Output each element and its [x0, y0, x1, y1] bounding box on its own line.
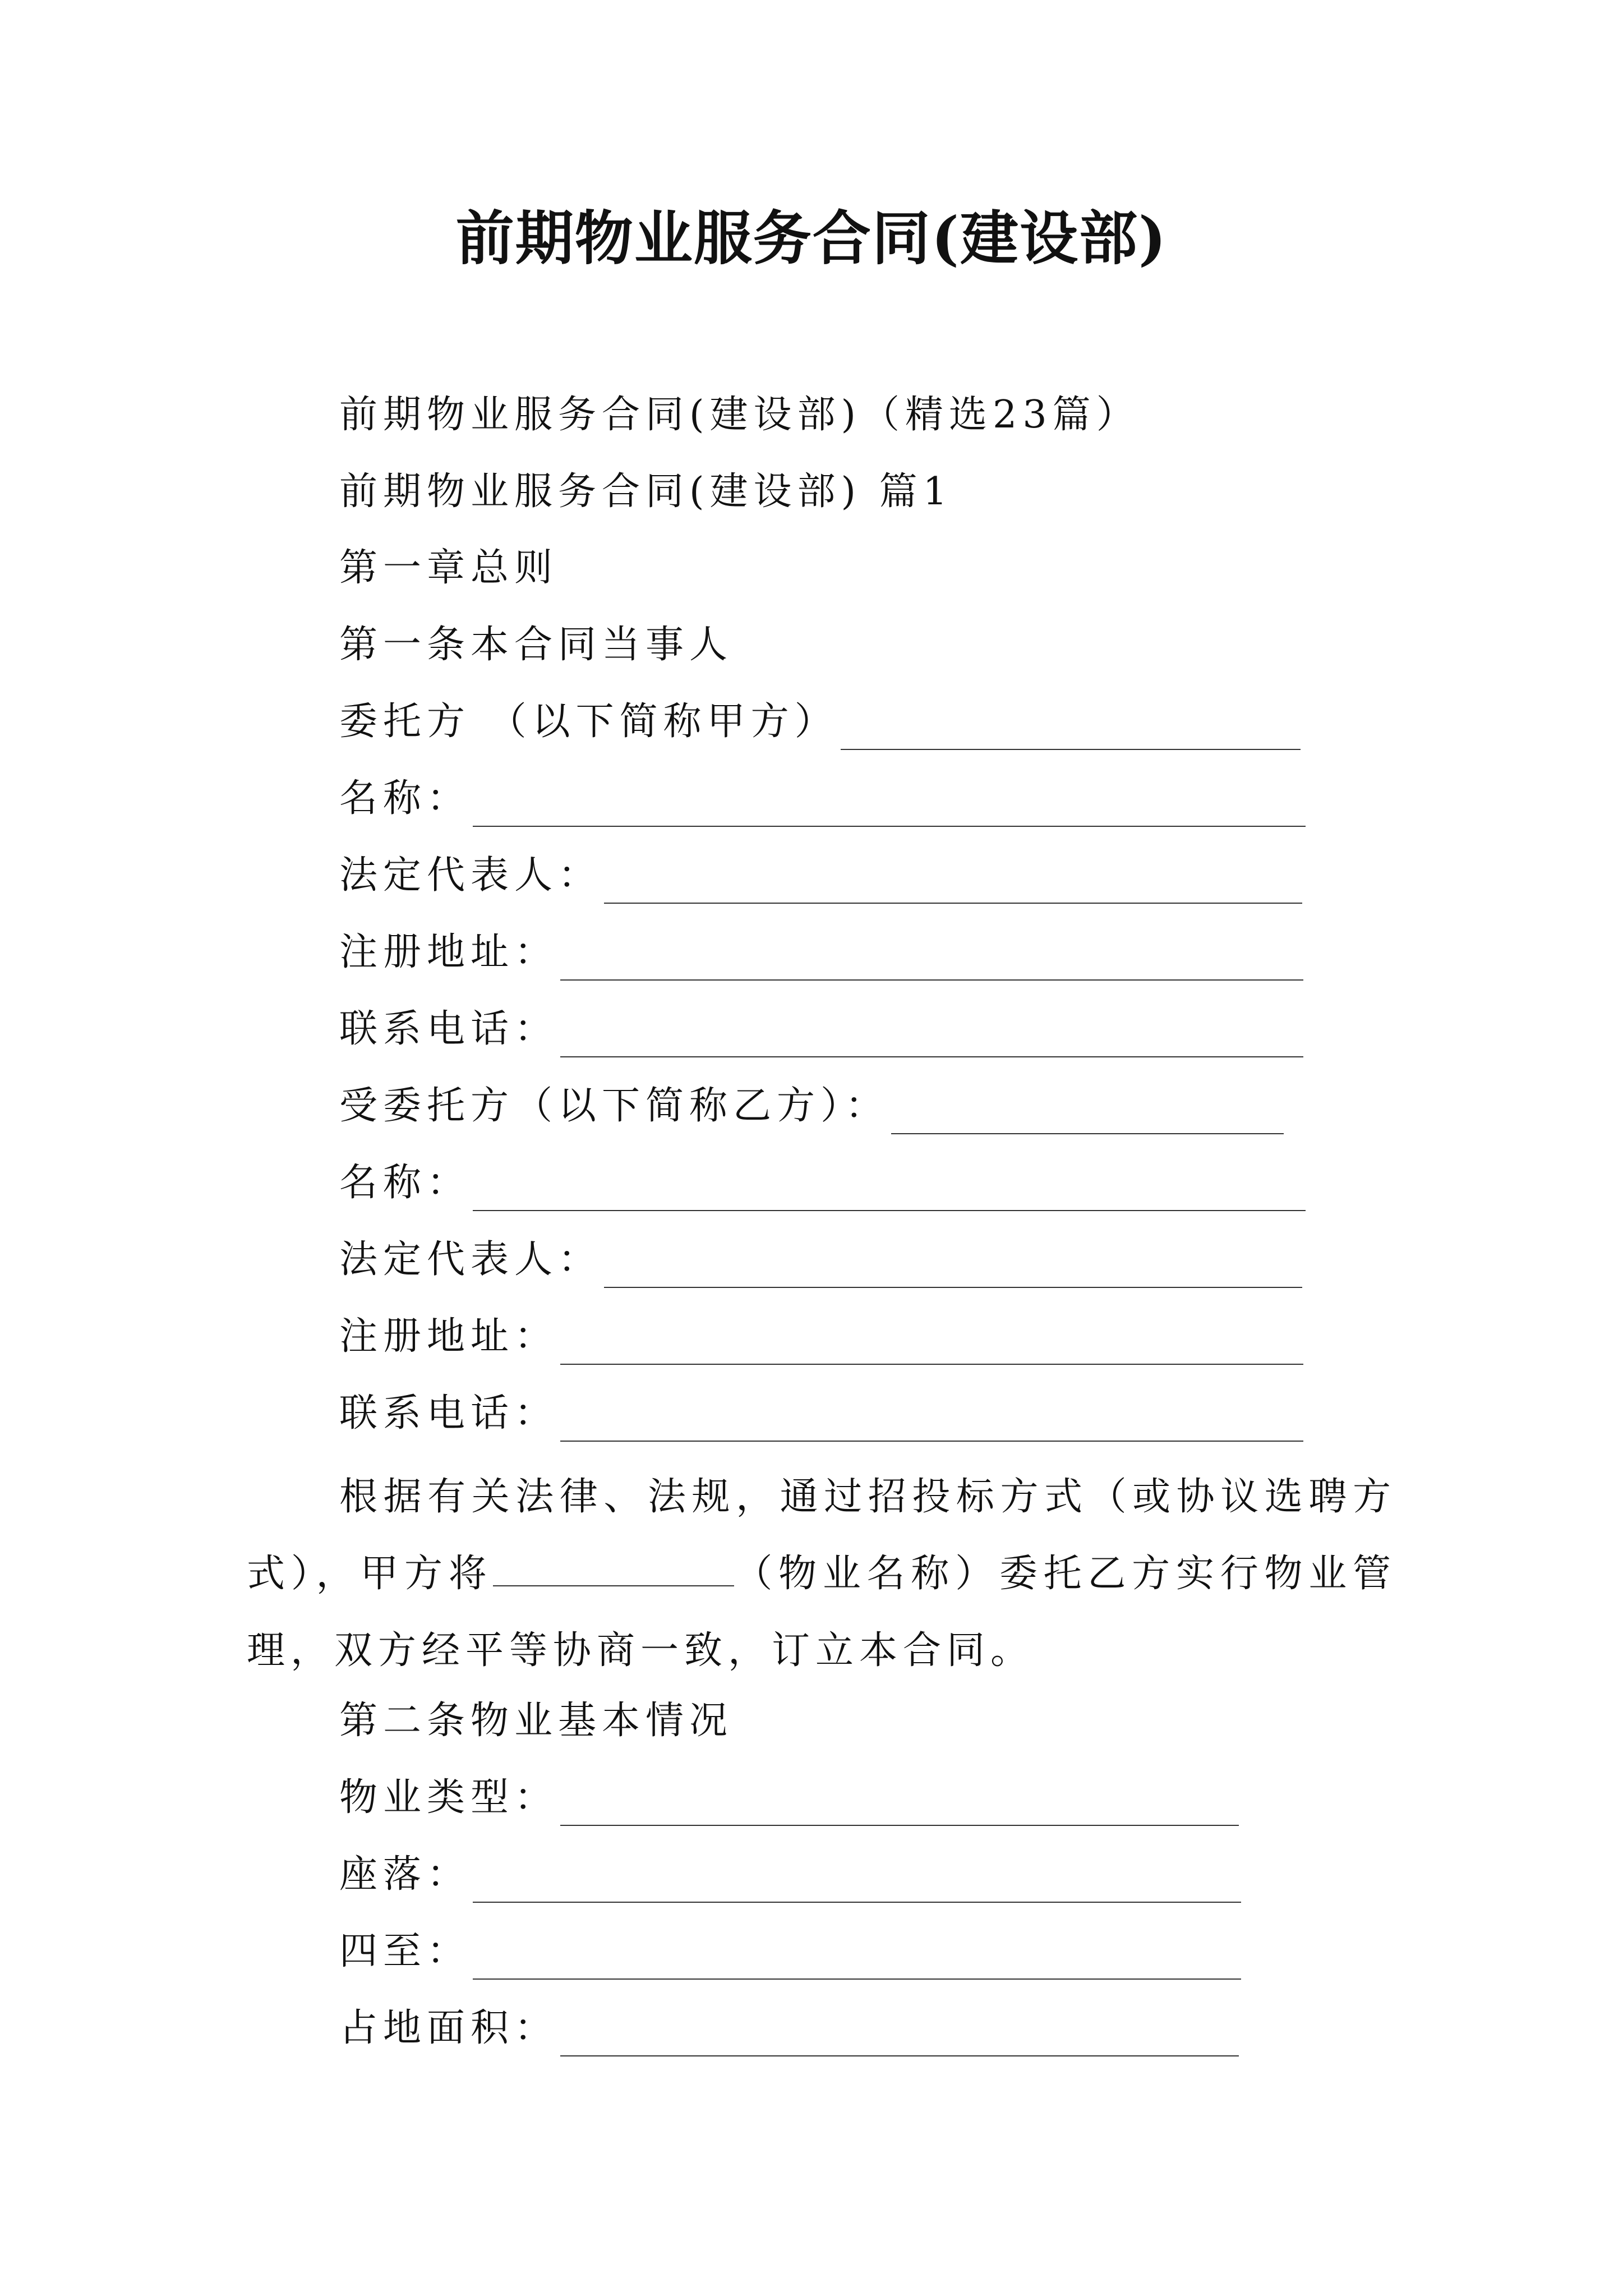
party-a-phone-line — [339, 1001, 1303, 1057]
location-line — [339, 1847, 1241, 1903]
subtitle-text: 前期物业服务合同(建设部)（精选23篇） — [339, 393, 1140, 437]
party-a-phone-label: 联系电话： — [339, 1007, 559, 1051]
part-heading-text: 前期物业服务合同(建设部) 篇1 — [339, 470, 953, 514]
engagement-paragraph — [247, 1458, 1396, 1689]
chapter-heading-text: 第一章总则 — [339, 546, 559, 590]
party-b-header-blank[interactable] — [891, 1091, 1284, 1134]
party-b-name-line — [339, 1155, 1306, 1211]
party-a-rep-label: 法定代表人： — [339, 853, 602, 898]
party-b-header-line — [339, 1078, 1284, 1134]
boundaries-label: 四至： — [339, 1929, 471, 1973]
engagement-paragraph-part1: 根据有关法律、法规，通过招投标方式（或协议选聘方式），甲方将 — [247, 1475, 1396, 1596]
party-b-rep-blank[interactable] — [604, 1244, 1302, 1288]
document-title: 前期物业服务合同(建设部) — [455, 204, 1168, 273]
party-b-phone-line — [339, 1386, 1303, 1442]
party-b-rep-line — [339, 1232, 1302, 1288]
party-a-rep-blank[interactable] — [604, 860, 1302, 904]
property-type-line — [339, 1770, 1239, 1826]
boundaries-blank[interactable] — [473, 1936, 1241, 1980]
property-type-label: 物业类型： — [339, 1775, 559, 1820]
article1-heading-line — [339, 617, 733, 673]
location-blank[interactable] — [473, 1859, 1241, 1903]
party-a-header-blank[interactable] — [841, 706, 1301, 750]
article1-heading-text: 第一条本合同当事人 — [339, 623, 734, 667]
party-b-phone-label: 联系电话： — [339, 1391, 559, 1435]
party-a-name-blank[interactable] — [473, 783, 1306, 827]
party-b-phone-blank[interactable] — [560, 1398, 1303, 1442]
part-heading-line — [339, 464, 953, 520]
party-b-name-blank[interactable] — [473, 1167, 1306, 1211]
party-a-address-line — [339, 924, 1303, 981]
party-a-header-label: 委托方 （以下简称甲方） — [339, 700, 838, 744]
party-b-address-line — [339, 1309, 1303, 1365]
party-a-address-label: 注册地址： — [339, 930, 559, 974]
land-area-line — [339, 2000, 1239, 2056]
party-a-rep-line — [339, 848, 1302, 904]
party-a-name-line — [339, 771, 1306, 827]
chapter-heading-line — [339, 540, 558, 596]
land-area-label: 占地面积： — [339, 2006, 559, 2050]
land-area-blank[interactable] — [560, 2013, 1239, 2056]
party-b-rep-label: 法定代表人： — [339, 1237, 602, 1282]
article2-heading-text: 第二条物业基本情况 — [339, 1699, 734, 1743]
engagement-paragraph-part2: （物业名称）委托乙方实行物业管理，双方经平等协商一致，订立本合同。 — [247, 1552, 1396, 1673]
party-b-address-blank[interactable] — [560, 1321, 1303, 1365]
article2-heading-line — [339, 1693, 733, 1749]
property-name-blank[interactable] — [493, 1552, 734, 1586]
property-type-blank[interactable] — [560, 1782, 1239, 1826]
party-b-address-label: 注册地址： — [339, 1314, 559, 1359]
party-a-header-line — [339, 694, 1301, 750]
party-a-phone-blank[interactable] — [560, 1014, 1303, 1057]
party-b-header-label: 受委托方（以下简称乙方）： — [339, 1084, 889, 1128]
party-a-address-blank[interactable] — [560, 937, 1303, 981]
location-label: 座落： — [339, 1852, 471, 1897]
boundaries-line — [339, 1924, 1241, 1980]
party-a-name-label: 名称： — [339, 776, 471, 821]
subtitle-line — [339, 387, 1140, 443]
party-b-name-label: 名称： — [339, 1161, 471, 1205]
